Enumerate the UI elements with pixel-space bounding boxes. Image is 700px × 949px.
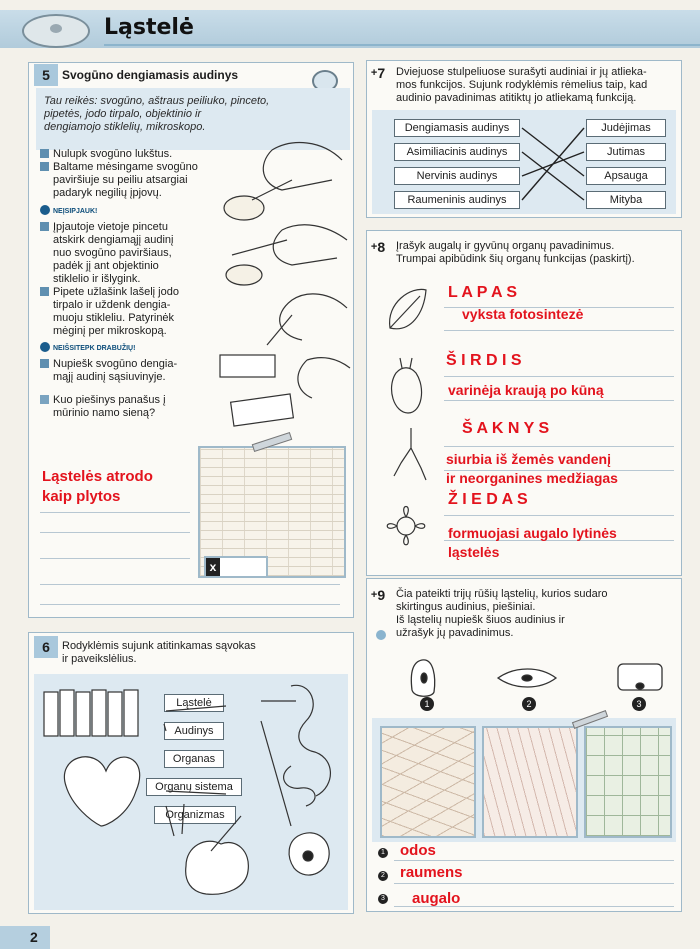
function-box-sensing[interactable]: Jutimas [586, 143, 666, 161]
root-icon [394, 428, 426, 480]
answer-line [40, 604, 340, 605]
tissue-box-nervous[interactable]: Nervinis audinys [394, 167, 520, 185]
answer-number-3: 3 [378, 894, 388, 904]
exercise-5-title: Svogūno dengiamasis audinys [62, 68, 239, 82]
page-number: 2 [0, 926, 50, 949]
materials-text: Tau reikės: svogūno, aštraus peiliuko, pinceto, pipetės, jodo tirpalo, objektinio ir dengiamojo stiklelių, mikroskopo. [44, 95, 270, 133]
answer-line [444, 400, 674, 401]
answer-line [444, 515, 674, 516]
concept-cell[interactable]: Ląstelė [164, 694, 224, 712]
cell-number-2: 2 [522, 697, 536, 711]
page-title: Ląstelė [104, 15, 194, 40]
answer-line [40, 532, 190, 533]
exercise-6-number: 6 [34, 636, 58, 658]
answer-line [444, 376, 674, 377]
answer-skin: odos [400, 842, 436, 859]
organ-name-root: Š A K N Y S [462, 420, 550, 437]
warning-icon [40, 205, 50, 215]
answer-line [40, 584, 340, 585]
function-box-movement[interactable]: Judėjimas [586, 119, 666, 137]
cell-number-3: 3 [632, 697, 646, 711]
tissue-cells-icon [44, 690, 138, 736]
digestive-system-icon [291, 685, 330, 796]
function-box-protection[interactable]: Apsauga [586, 167, 666, 185]
exercise-6-illustrations [36, 676, 346, 908]
title-underline [104, 44, 700, 46]
answer-line [394, 860, 674, 861]
answer-line [394, 883, 674, 884]
answer-line [40, 558, 190, 559]
concept-organism[interactable]: Organizmas [154, 806, 236, 824]
exercise-9-instructions: Čia pateikti trijų rūšių ląstelių, kurios sudaro skirtingus audinius, piešiniai. Iš ląstelių nupiešk šiuos audinius ir užrašyk jų pavadinimus. [396, 588, 608, 639]
step-3: Įpjautoje vietoje pincetu [40, 221, 230, 234]
step-bullet-icon [40, 359, 49, 368]
concept-organ[interactable]: Organas [164, 750, 224, 768]
answer-line [444, 446, 674, 447]
question-icon [40, 395, 49, 404]
step-bullet-icon [40, 287, 49, 296]
plant-tissue-drawing[interactable] [584, 726, 672, 838]
organ-name-flower: Ž I E D A S [448, 491, 528, 508]
exercise-5-steps: Nulupk svogūno lukštus. Baltame mėsingame svogūno paviršiuje su peiliu atsargiai padaryk negilių įpjovų. NEĮSIPJAUK! Įpjautoje vietoje pincetu atskirk dengiamąjį audinį nuo svogūno paviršiaus, padėk jį ant objektinio stiklelio ir išlygink. Pipete užlašink lašelį jodo tirpalo ir uždenk dengia- muoju stikleliu. Patyrinėk mėginį per mikroskopą. NEIŠSITEPK DRABUŽIŲ! Nupiešk svogūno dengia- mąjį audinį sąsiuvinyje. Kuo piešinys panašus į mūrinio namo sieną? [40, 148, 230, 420]
answer-number-1: 1 [378, 848, 388, 858]
step-5: Nupiešk svogūno dengia- [40, 358, 230, 371]
organ-function-flower: formuojasi augalo lytinės ląstelės [448, 525, 617, 560]
cell-nucleus-icon [50, 24, 62, 33]
organ-function-heart: varinėja kraują po kūną [448, 382, 604, 398]
organ-function-root: siurbia iš žemės vandenį ir neorganines medžiagas [446, 451, 618, 486]
exercise-7-number: + 7 [370, 65, 386, 81]
exercise-5-answer: Ląstelės atrodo kaip plytos [42, 468, 153, 505]
step-2: Baltame mėsingame svogūno [40, 161, 230, 174]
answer-plant: augalo [412, 890, 461, 907]
answer-line [444, 330, 674, 331]
rabbit-icon [186, 841, 249, 894]
tissue-box-assimilation[interactable]: Asimiliacinis audinys [394, 143, 520, 161]
exercise-5-number: 5 [34, 64, 58, 86]
step-1: Nulupk svogūno lukštus. [40, 148, 230, 161]
organ-name-heart: Š I R D I S [446, 352, 522, 369]
organ-illustrations [376, 278, 436, 568]
organ-function-leaf: vyksta fotosintezė [462, 306, 584, 322]
concept-organ-system[interactable]: Organų sistema [146, 778, 242, 796]
concept-tissue[interactable]: Audinys [164, 722, 224, 740]
answer-line [40, 512, 190, 513]
heart-organ-icon [64, 757, 139, 826]
exercise-9-number: + 9 [370, 587, 386, 603]
heart-icon [392, 368, 422, 413]
cell-number-1: 1 [420, 697, 434, 711]
flower-bullet-icon [376, 630, 386, 640]
warning-icon [40, 342, 50, 352]
question: Kuo piešinys panašus į [40, 394, 230, 407]
skin-tissue-drawing[interactable] [380, 726, 476, 838]
organ-name-leaf: L A P A S [448, 284, 518, 301]
hands-illustration [212, 130, 352, 440]
tissue-box-muscle[interactable]: Raumeninis audinys [394, 191, 520, 209]
x-label: x [206, 558, 220, 576]
answer-muscle: raumens [400, 864, 463, 881]
exercise-8-number: + 8 [370, 239, 386, 255]
flower-icon [397, 517, 415, 535]
function-box-nutrition[interactable]: Mityba [586, 191, 666, 209]
step-bullet-icon [40, 222, 49, 231]
connection-arrows [520, 118, 586, 214]
exercise-7-instructions: Dviejuose stulpeliuose surašyti audiniai ir jų atlieka- mos funkcijos. Sujunk rodyklėmis rėmelius taip, kad audinio pavadinimas atitiktų jo atliekamą funkciją. [396, 66, 648, 104]
step-bullet-icon [40, 162, 49, 171]
answer-number-2: 2 [378, 871, 388, 881]
step-4: Pipete užlašink lašelį jodo [40, 286, 230, 299]
exercise-6-instructions: Rodyklėmis sujunk atitinkamas sąvokas ir paveikslėlius. [62, 640, 256, 665]
muscle-tissue-drawing[interactable] [482, 726, 578, 838]
step-bullet-icon [40, 149, 49, 158]
tissue-box-covering[interactable]: Dengiamasis audinys [394, 119, 520, 137]
exercise-8-instructions: Įrašyk augalų ir gyvūnų organų pavadinimus. Trumpai apibūdink šių organų funkcijas (paskirtį). [396, 240, 635, 265]
